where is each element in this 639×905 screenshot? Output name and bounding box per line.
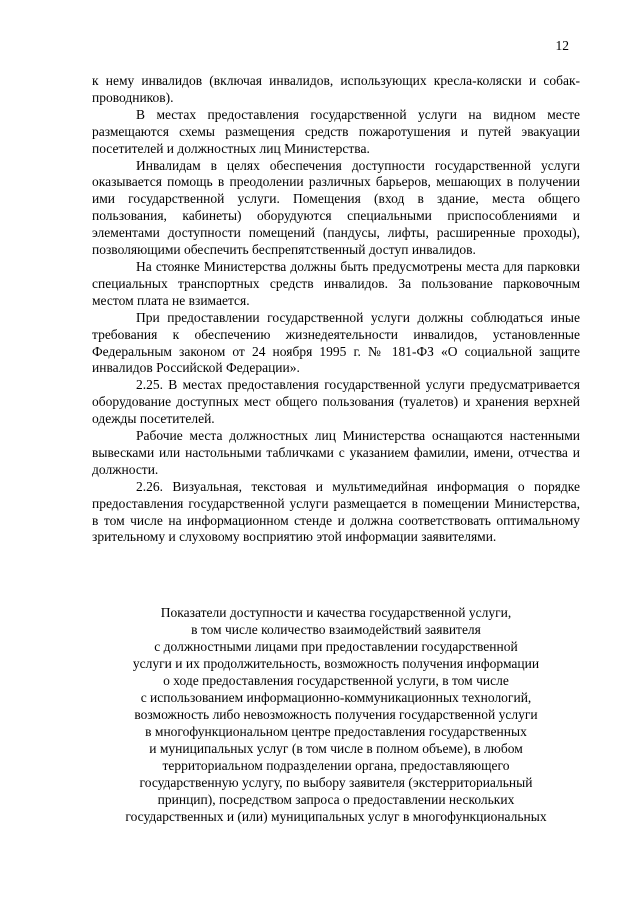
section-heading xyxy=(92,604,580,825)
paragraph-disabled-assistance: Инвалидам в целях обеспечения доступности государственной услуги оказывается помощь в преодолении различных барьеров, мешающих в получении ими государственной услуги. Помещения (вход в здание, места общего пользования, кабинеты) оборудуются специальными приспособлениями и элементами доступности помещений (пандусы, лифты, расширенные проходы), позволяющими обеспечить беспрепятственный доступ инвалидов. xyxy=(92,157,580,258)
paragraph-workplaces: Рабочие места должностных лиц Министерства оснащаются настенными вывесками или настольными табличками с указанием фамилии, имени, отчества и должности. xyxy=(92,428,580,477)
heading-line: принцип), посредством запроса о предоставлении нескольких xyxy=(157,792,515,807)
heading-line: услуги и их продолжительность, возможность получения информации xyxy=(132,656,540,671)
heading-line: возможность либо невозможность получения государственной услуги xyxy=(134,707,538,722)
paragraph-parking: На стоянке Министерства должны быть предусмотрены места для парковки специальных транспортных средств инвалидов. За пользование парковочным местом плата не взимается. xyxy=(92,258,580,308)
heading-line: территориальном подразделении органа, предоставляющего xyxy=(162,758,510,773)
heading-line: государственных и (или) муниципальных услуг в многофункциональных xyxy=(125,809,547,824)
page-number: 12 xyxy=(555,38,569,53)
heading-line: Показатели доступности и качества государственной услуги, xyxy=(160,605,512,620)
paragraph-fire-safety-schemes: В местах предоставления государственной услуги на видном месте размещаются схемы размещения средств пожаротушения и путей эвакуации посетителей и должностных лиц Министерства. xyxy=(92,106,580,156)
paragraph-2-25: 2.25. В местах предоставления государственной услуги предусматривается оборудование доступных мест общего пользования (туалетов) и хранения верхней одежды посетителей. xyxy=(92,377,580,427)
paragraph-other-requirements: При предоставлении государственной услуги должны соблюдаться иные требования к обеспечению жизнедеятельности инвалидов, установленные Федеральным законом от 24 ноября 1995 г. № 181-ФЗ «О социальной защите инвалидов Российской Федерации». xyxy=(92,309,580,376)
heading-line: и муниципальных услуг (в том числе в полном объеме), в любом xyxy=(149,741,523,756)
paragraph-2-26: 2.26. Визуальная, текстовая и мультимедийная информация о порядке предоставления государственной услуги размещается в помещении Министерства, в том числе на информационном стенде и должна соответствовать оптимальному зрительному и слуховому восприятию этой информации заявителями. xyxy=(92,478,580,545)
heading-line: с использованием информационно-коммуникационных технологий, xyxy=(140,690,532,705)
heading-line: в том числе количество взаимодействий заявителя xyxy=(191,622,481,637)
heading-line: в многофункциональном центре предоставления государственных xyxy=(145,724,527,739)
body-text xyxy=(92,73,580,546)
heading-line: о ходе предоставления государственной услуги, в том числе xyxy=(163,673,509,688)
paragraph-continuation: к нему инвалидов (включая инвалидов, использующих кресла-коляски и собак-проводников). xyxy=(92,73,580,105)
heading-line: с должностными лицами при предоставлении государственной xyxy=(154,639,518,654)
heading-line: государственную услугу, по выбору заявителя (экстерриториальный xyxy=(139,775,533,790)
